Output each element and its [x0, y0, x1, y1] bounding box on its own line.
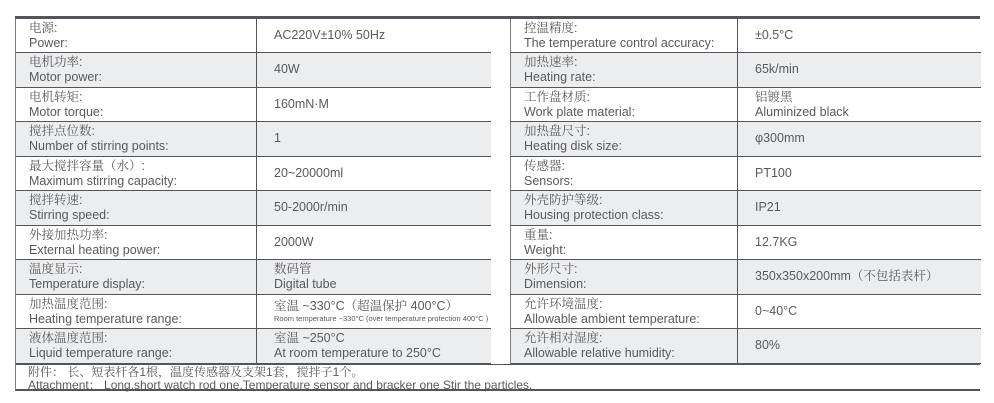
spec-label-cell — [16, 53, 257, 87]
spec-label-zh: 电机功率: — [29, 55, 83, 69]
spec-label-zh: 允许环境温度: — [524, 296, 603, 311]
spec-row — [16, 226, 491, 261]
spec-label-en: Weight: — [524, 242, 567, 257]
spec-label-cell — [511, 295, 738, 329]
spec-label-cell — [16, 88, 257, 122]
spec-label-zh: 工作盘材质: — [524, 89, 590, 104]
spec-value-secondary: Digital tube — [274, 277, 337, 291]
spec-value-cell — [738, 260, 981, 294]
spec-value: 80% — [755, 338, 781, 353]
spec-label-cell — [511, 329, 738, 363]
spec-value-cell — [738, 122, 981, 156]
spec-row — [16, 157, 491, 192]
spec-value: 350x350x200mm（不包括表杆） — [755, 269, 939, 284]
spec-label-en: Motor power: — [29, 70, 102, 84]
spec-row — [511, 226, 981, 261]
spec-value: 12.7KG — [755, 234, 798, 249]
spec-value: IP21 — [755, 200, 781, 215]
spec-row — [16, 88, 491, 123]
spec-label-cell — [16, 226, 257, 260]
spec-value-cell — [257, 157, 491, 191]
spec-value: 20~20000ml — [274, 165, 344, 180]
spec-label-zh: 重量: — [524, 227, 553, 242]
spec-value-secondary: At room temperature to 250°C — [274, 346, 441, 360]
spec-label-zh: 加热盘尺寸: — [524, 124, 590, 138]
spec-label-cell — [511, 226, 738, 260]
spec-label-en: The temperature control accuracy: — [524, 35, 715, 50]
spec-row — [511, 260, 981, 295]
spec-label-en: Stirring speed: — [29, 208, 110, 222]
spec-label-en: Maximum stirring capacity: — [29, 173, 177, 188]
attachment-note — [15, 364, 980, 391]
spec-row — [16, 260, 491, 295]
attachment-text-zh: 附件： 长、短表杆各1根，温度传感器及支架1套，搅拌子1个。 — [28, 364, 364, 379]
spec-label-en: Liquid temperature range: — [29, 346, 173, 360]
spec-label-en: Sensors: — [524, 173, 574, 188]
spec-label-zh: 传感器: — [524, 158, 565, 173]
spec-value-cell — [738, 19, 981, 53]
spec-row — [511, 122, 981, 157]
spec-row — [16, 53, 491, 88]
spec-label-cell — [511, 260, 738, 294]
spec-row — [511, 295, 981, 330]
spec-label-cell — [16, 191, 257, 225]
spec-label-zh: 搅拌转速: — [29, 193, 83, 207]
spec-row — [16, 19, 491, 54]
spec-row — [511, 19, 981, 54]
spec-label-zh: 控温精度: — [524, 20, 578, 35]
spec-value: 40W — [274, 62, 300, 77]
spec-value-cell — [738, 157, 981, 191]
spec-value: 50-2000r/min — [274, 200, 348, 215]
spec-value: 65k/min — [755, 62, 799, 77]
spec-value: 数码管 — [274, 262, 312, 276]
spec-row — [16, 122, 491, 157]
spec-value-cell — [738, 191, 981, 225]
spec-value-cell — [257, 19, 491, 53]
spec-label-cell — [511, 191, 738, 225]
spec-value-cell — [738, 295, 981, 329]
spec-label-zh: 温度显示: — [29, 262, 83, 276]
spec-label-en: External heating power: — [29, 242, 161, 257]
spec-value-cell — [257, 191, 491, 225]
spec-row — [511, 53, 981, 88]
spec-label-en: Allowable relative humidity: — [524, 346, 675, 360]
spec-label-zh: 加热速率: — [524, 55, 578, 69]
spec-label-zh: 搅拌点位数: — [29, 124, 95, 138]
spec-label-cell — [16, 157, 257, 191]
spec-label-en: Heating disk size: — [524, 139, 622, 153]
spec-label-cell — [16, 260, 257, 294]
spec-label-en: Heating rate: — [524, 70, 596, 84]
spec-value-cell — [738, 88, 981, 122]
spec-value: 铝镀黑 — [755, 89, 793, 104]
spec-value-cell — [257, 260, 491, 294]
spec-value: 室温 ~330°C（超温保护 400°C） — [274, 299, 459, 313]
spec-label-cell — [511, 53, 738, 87]
spec-value-cell — [257, 295, 491, 329]
spec-label-cell — [511, 157, 738, 191]
spec-label-cell — [511, 19, 738, 53]
spec-label-zh: 外形尺寸: — [524, 262, 578, 276]
spec-label-zh: 允许相对湿度: — [524, 331, 603, 345]
spec-value-cell — [257, 53, 491, 87]
spec-value-cell — [257, 122, 491, 156]
spec-value: φ300mm — [755, 131, 805, 146]
spec-row — [511, 329, 981, 364]
spec-label-zh: 最大搅拌容量（水）: — [29, 158, 145, 173]
spec-table-left — [15, 19, 491, 364]
spec-table-right — [510, 19, 981, 364]
spec-label-en: Work plate material: — [524, 104, 635, 119]
spec-label-en: Power: — [29, 35, 68, 50]
spec-value-cell — [738, 226, 981, 260]
spec-label-en: Dimension: — [524, 277, 587, 291]
spec-row — [16, 191, 491, 226]
spec-label-cell — [511, 122, 738, 156]
spec-label-en: Temperature display: — [29, 277, 146, 291]
spec-value: AC220V±10% 50Hz — [274, 27, 386, 42]
spec-label-en: Housing protection class: — [524, 208, 664, 222]
spec-label-zh: 外壳防护等级: — [524, 193, 603, 207]
spec-value: 室温 ~250°C — [274, 331, 345, 345]
spec-label-cell — [16, 329, 257, 363]
spec-label-zh: 液体温度范围: — [29, 331, 108, 345]
spec-label-en: Motor torque: — [29, 104, 104, 119]
spec-value-cell — [257, 226, 491, 260]
spec-value: 160mN·M — [274, 96, 329, 111]
spec-label-en: Number of stirring points: — [29, 139, 169, 153]
attachment-text-en: Attachment： Long,short watch rod one,Temperature sensor and bracker one Stir the particles. — [28, 377, 533, 392]
spec-value-cell — [738, 53, 981, 87]
spec-value-cell — [257, 329, 491, 363]
spec-label-zh: 电源: — [29, 20, 58, 35]
spec-row — [511, 157, 981, 192]
spec-label-en: Allowable ambient temperature: — [524, 311, 700, 326]
spec-label-en: Heating temperature range: — [29, 311, 182, 326]
spec-row — [16, 295, 491, 330]
spec-value: 1 — [274, 131, 281, 146]
spec-value-cell — [738, 329, 981, 363]
spec-label-cell — [16, 122, 257, 156]
spec-label-cell — [16, 295, 257, 329]
spec-value: 2000W — [274, 234, 314, 249]
spec-row — [16, 329, 491, 364]
spec-label-zh: 外接加热功率: — [29, 227, 108, 242]
spec-value: ±0.5°C — [755, 27, 794, 42]
spec-row — [511, 191, 981, 226]
spec-label-zh: 电机转矩: — [29, 89, 83, 104]
spec-value-secondary: Aluminized black — [755, 104, 849, 119]
spec-label-cell — [511, 88, 738, 122]
spec-value: 0~40°C — [755, 303, 798, 318]
spec-row — [511, 88, 981, 123]
spec-value-secondary: Room temperature ~330°C (over temperature protection 400°C ) — [274, 314, 489, 323]
spec-value: PT100 — [755, 165, 792, 180]
spec-label-zh: 加热温度范围: — [29, 296, 108, 311]
spec-label-cell — [16, 19, 257, 53]
spec-value-cell — [257, 88, 491, 122]
